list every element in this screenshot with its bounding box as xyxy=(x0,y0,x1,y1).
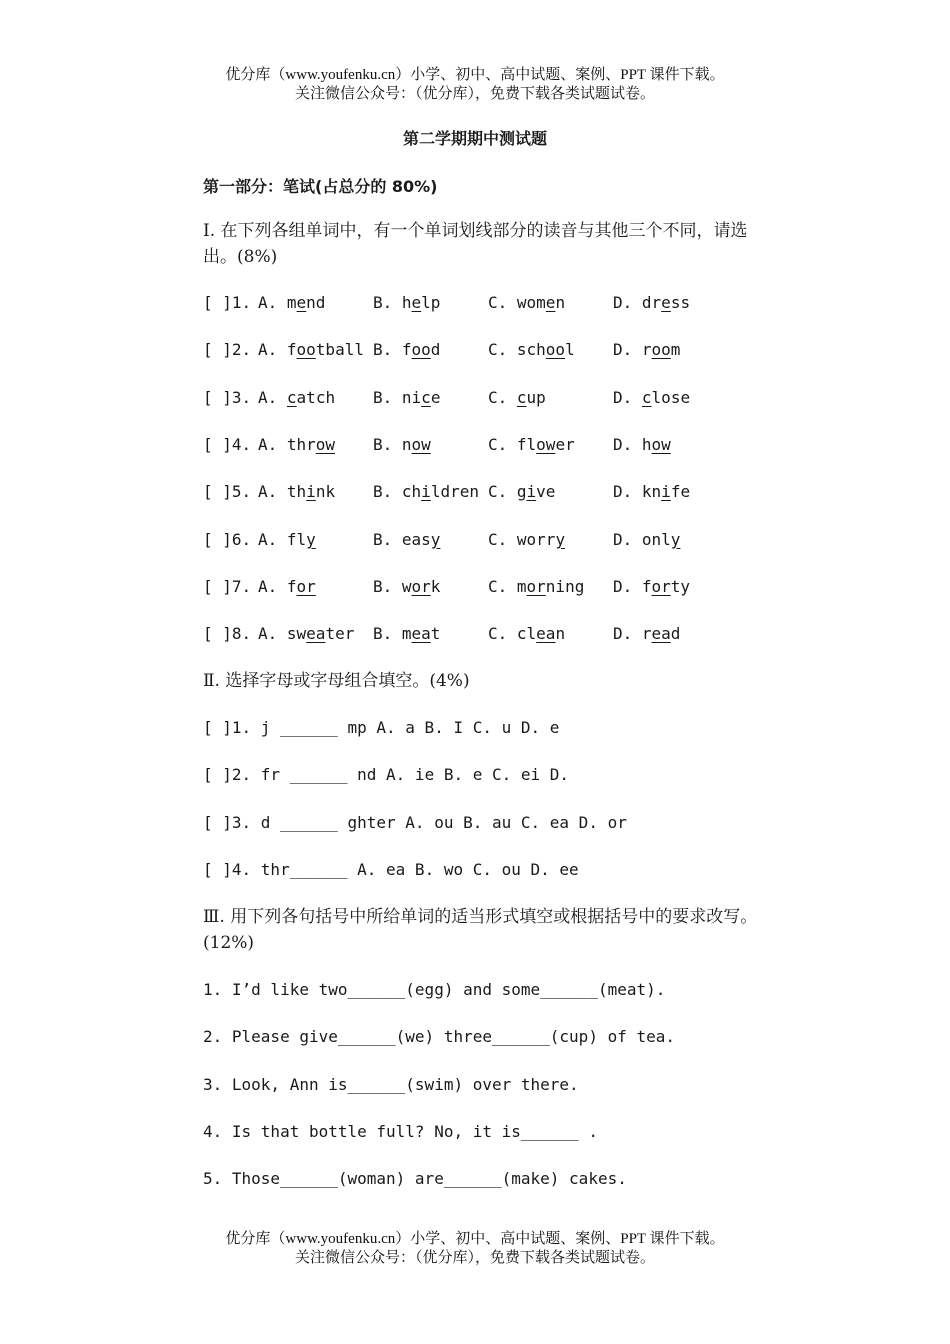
blank: ______ xyxy=(280,812,338,832)
section1-instruction: Ⅰ. 在下列各组单词中，有一个单词划线部分的读音与其他三个不同，请选出。(8%) xyxy=(203,221,748,267)
underlined-part: y xyxy=(306,529,316,549)
underlined-part: c xyxy=(421,387,431,407)
option-a: A. throw xyxy=(258,434,336,454)
fill-letter-row: [ ]4. thr______ A. ea B. wo C. ou D. ee xyxy=(203,859,579,879)
sentence-item: 1. I’d like two______(egg) and some______(meat). xyxy=(203,980,666,999)
underlined-part: c xyxy=(286,387,297,407)
blank: ______ xyxy=(289,765,348,785)
option-a: A. mend xyxy=(258,293,326,312)
underlined-part: ea xyxy=(536,624,556,644)
underlined-part: ea xyxy=(306,624,326,644)
option-b: B. meat xyxy=(373,624,441,644)
underlined-part: ea xyxy=(651,624,671,644)
question-number: [ ]8. xyxy=(203,624,252,644)
option-d: D. forty xyxy=(613,576,691,596)
option-a: A. for xyxy=(258,576,316,596)
question-number: [ ]5. xyxy=(203,482,252,502)
underlined-part: y xyxy=(670,529,681,549)
option-b: B. food xyxy=(373,340,441,360)
option-b: B. now xyxy=(373,434,431,454)
option-c: C. worry xyxy=(488,529,566,549)
underlined-part: or xyxy=(651,576,671,596)
sentence-item: 4. Is that bottle full? No, it is______ . xyxy=(203,1121,598,1141)
underlined-part: oo xyxy=(651,340,671,360)
underlined-part: y xyxy=(555,529,566,549)
option-d: D. knife xyxy=(613,482,691,502)
question-number: [ ]4. xyxy=(203,434,252,454)
underlined-part: i xyxy=(421,482,431,502)
question-number: [ ]1. xyxy=(203,293,252,312)
part-heading: 第一部分：笔试(占总分的 80%) xyxy=(203,177,438,196)
option-c: C. give xyxy=(488,482,556,502)
option-a: A. football xyxy=(258,340,364,360)
blank: ______ xyxy=(289,859,348,879)
question-number: [ ]2. xyxy=(203,340,252,360)
option-d: D. close xyxy=(613,387,691,407)
page-footer xyxy=(0,1230,950,1268)
question-number: [ ]3. xyxy=(203,387,252,407)
option-a: A. sweater xyxy=(258,624,355,644)
fill-letter-row: [ ]2. fr ______ nd A. ie B. e C. ei D. xyxy=(203,765,570,785)
sentence-item: 2. Please give______(we) three______(cup) of tea. xyxy=(203,1027,676,1047)
option-a: A. catch xyxy=(258,387,336,407)
underlined-part: or xyxy=(526,576,546,596)
option-b: B. work xyxy=(373,576,441,596)
footer-line-2: 关注微信公众号：（优分库），免费下载各类试题试卷。 xyxy=(294,1250,655,1266)
underlined-part: i xyxy=(306,482,316,502)
footer-line-1: 优分库（www.youfenku.cn）小学、初中、高中试题、案例、PPT 课件下载。 xyxy=(225,1231,725,1247)
option-d: D. room xyxy=(613,340,681,360)
option-c: C. morning xyxy=(488,576,585,596)
underlined-part: i xyxy=(661,482,671,502)
underlined-part: i xyxy=(526,482,537,502)
underlined-part: or xyxy=(296,576,316,596)
underlined-part: y xyxy=(430,529,441,549)
underlined-part: oo xyxy=(296,340,316,360)
underlined-part: oo xyxy=(411,340,431,360)
page-title: 第二学期期中测试题 xyxy=(402,129,547,148)
underlined-part: e xyxy=(296,293,307,312)
option-a: A. fly xyxy=(258,529,316,549)
section3-instruction: Ⅲ. 用下列各句括号中所给单词的适当形式填空或根据括号中的要求改写。(12%) xyxy=(203,907,758,953)
option-d: D. dress xyxy=(613,293,691,312)
option-c: C. cup xyxy=(488,387,546,407)
option-d: D. read xyxy=(613,624,681,644)
option-d: D. only xyxy=(613,529,681,549)
page-header xyxy=(0,66,950,104)
option-b: B. children xyxy=(373,482,479,502)
blank: ______ xyxy=(280,718,338,737)
underlined-part: ow xyxy=(411,434,431,454)
underlined-part: or xyxy=(411,576,431,596)
option-c: C. clean xyxy=(488,624,566,644)
underlined-part: ow xyxy=(536,434,556,454)
underlined-part: ow xyxy=(315,434,336,454)
underlined-part: e xyxy=(411,293,422,312)
fill-letter-row: [ ]1. j ______ mp A. a B. I C. u D. e xyxy=(203,718,560,737)
fill-letter-row: [ ]3. d ______ ghter A. ou B. au C. ea D. or xyxy=(203,812,627,832)
underlined-part: oo xyxy=(545,340,566,360)
section2-instruction: Ⅱ. 选择字母或字母组合填空。(4%) xyxy=(203,671,470,691)
underlined-part: e xyxy=(545,293,556,312)
underlined-part: ea xyxy=(411,624,431,644)
underlined-part: e xyxy=(661,293,671,312)
option-b: B. help xyxy=(373,293,441,312)
underlined-part: ow xyxy=(651,434,671,454)
option-b: B. nice xyxy=(373,387,441,407)
option-c: C. flower xyxy=(488,434,575,454)
question-number: [ ]6. xyxy=(203,529,252,549)
underlined-part: c xyxy=(641,387,652,407)
option-d: D. how xyxy=(613,434,671,454)
sentence-item: 3. Look, Ann is______(swim) over there. xyxy=(203,1074,579,1094)
option-b: B. easy xyxy=(373,529,441,549)
option-a: A. think xyxy=(258,482,336,502)
option-c: C. school xyxy=(488,340,575,360)
underlined-part: c xyxy=(516,387,527,407)
header-line-2: 关注微信公众号：（优分库），免费下载各类试题试卷。 xyxy=(294,86,655,102)
sentence-item: 5. Those______(woman) are______(make) cakes. xyxy=(203,1169,627,1189)
header-line-1: 优分库（www.youfenku.cn）小学、初中、高中试题、案例、PPT 课件下载。 xyxy=(225,67,725,83)
question-number: [ ]7. xyxy=(203,576,252,596)
option-c: C. women xyxy=(488,293,566,312)
